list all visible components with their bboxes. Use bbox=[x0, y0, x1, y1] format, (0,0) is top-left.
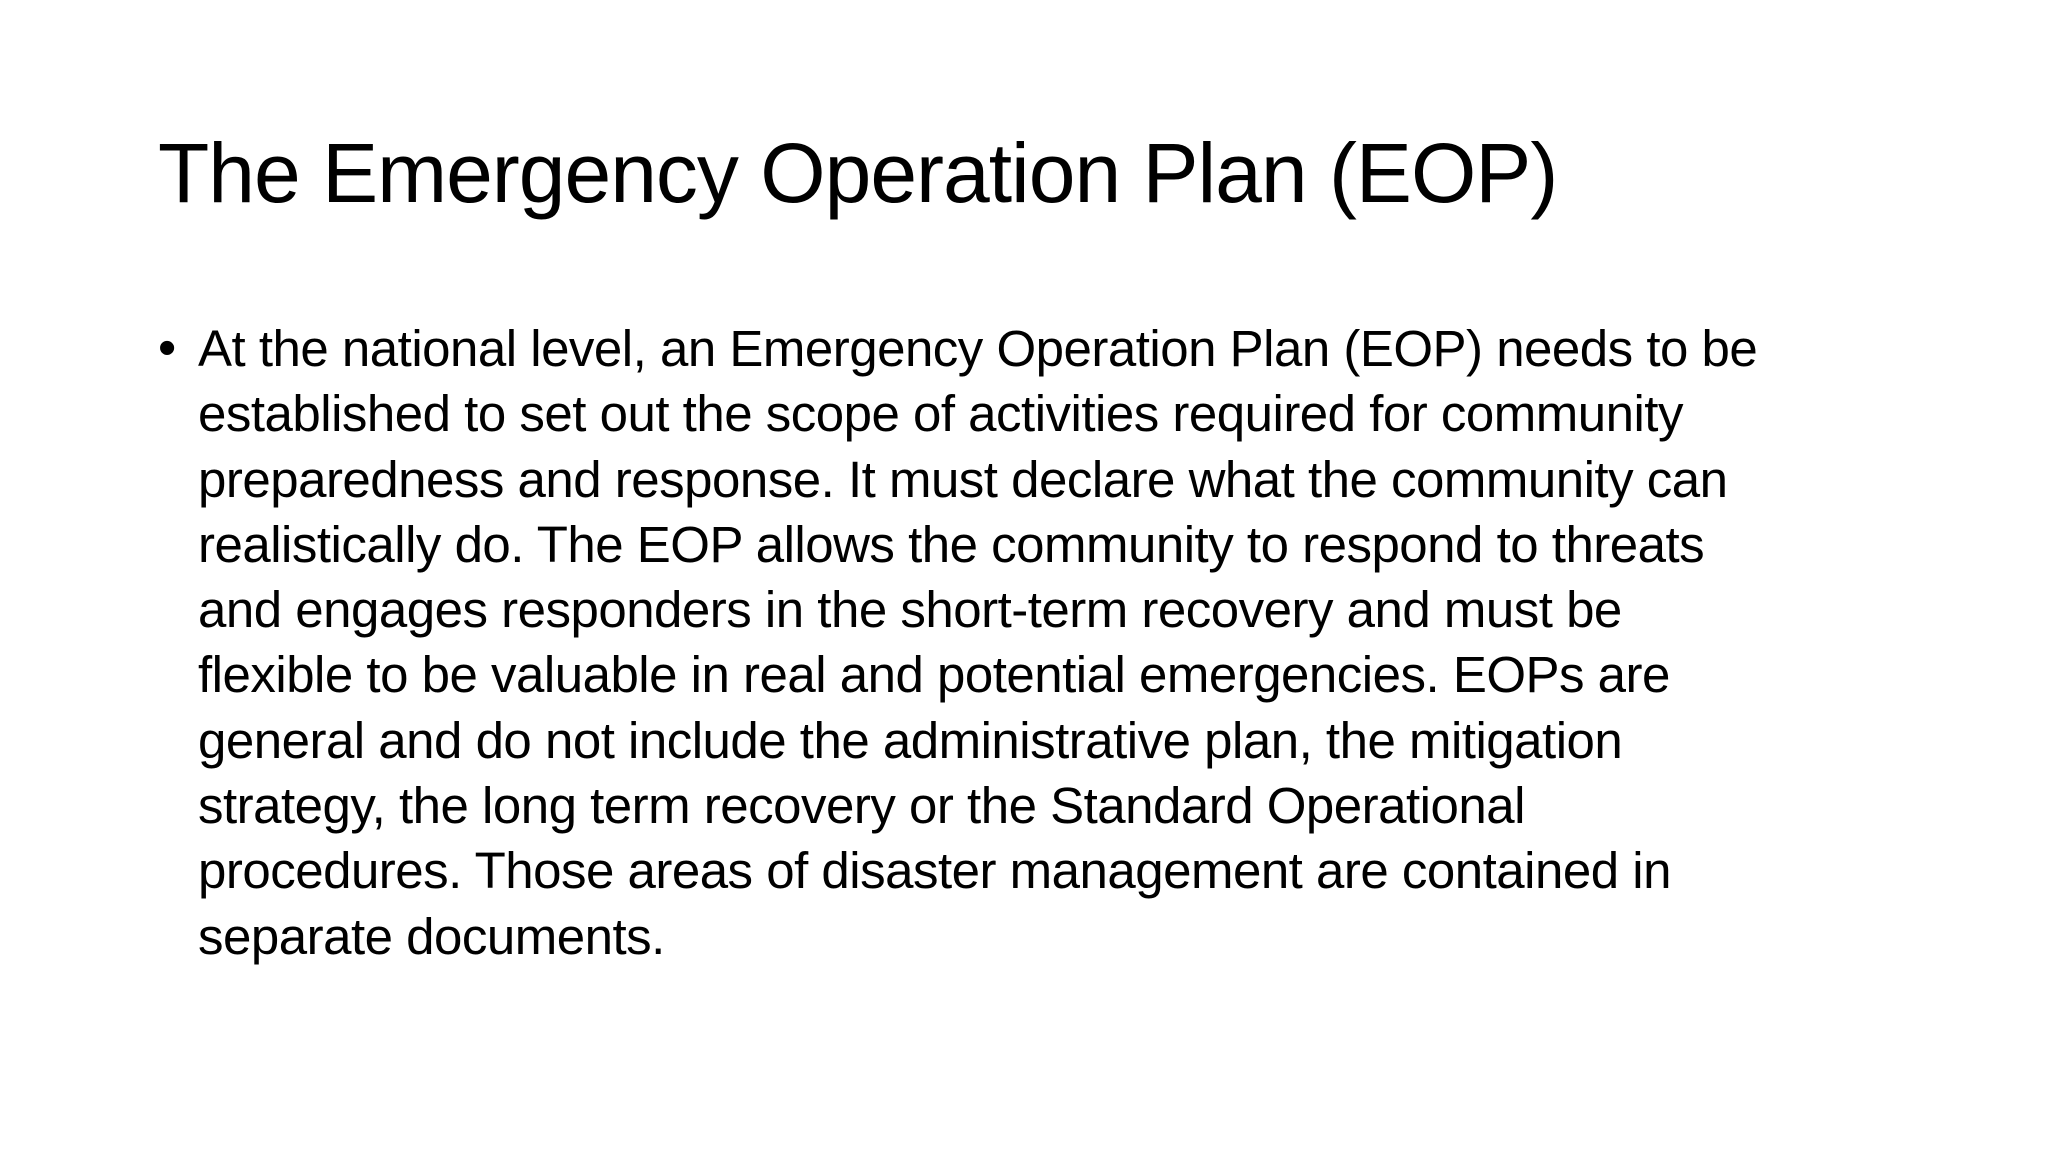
bullet-item bbox=[158, 316, 1938, 969]
slide-title: The Emergency Operation Plan (EOP) bbox=[158, 126, 1558, 220]
bullet-list bbox=[158, 316, 1938, 969]
bullet-text-line: preparedness and response. It must declare what the community can bbox=[198, 450, 1728, 508]
bullet-text-line: At the national level, an Emergency Operation Plan (EOP) needs to be bbox=[198, 320, 1758, 377]
bullet-text-line: flexible to be valuable in real and potential emergencies. EOPs are bbox=[198, 646, 1670, 704]
bullet-text-line: procedures. Those areas of disaster management are contained in bbox=[198, 842, 1671, 900]
bullet-text-line: strategy, the long term recovery or the Standard Operational bbox=[198, 777, 1525, 835]
bullet-text-line: separate documents. bbox=[198, 907, 665, 965]
bullet-icon: • bbox=[158, 319, 177, 377]
bullet-text-line: and engages responders in the short-term recovery and must be bbox=[198, 581, 1622, 639]
bullet-text-line: established to set out the scope of activities required for community bbox=[198, 385, 1683, 443]
bullet-text-line: general and do not include the administrative plan, the mitigation bbox=[198, 711, 1623, 769]
bullet-text-line: realistically do. The EOP allows the community to respond to threats bbox=[198, 515, 1705, 573]
